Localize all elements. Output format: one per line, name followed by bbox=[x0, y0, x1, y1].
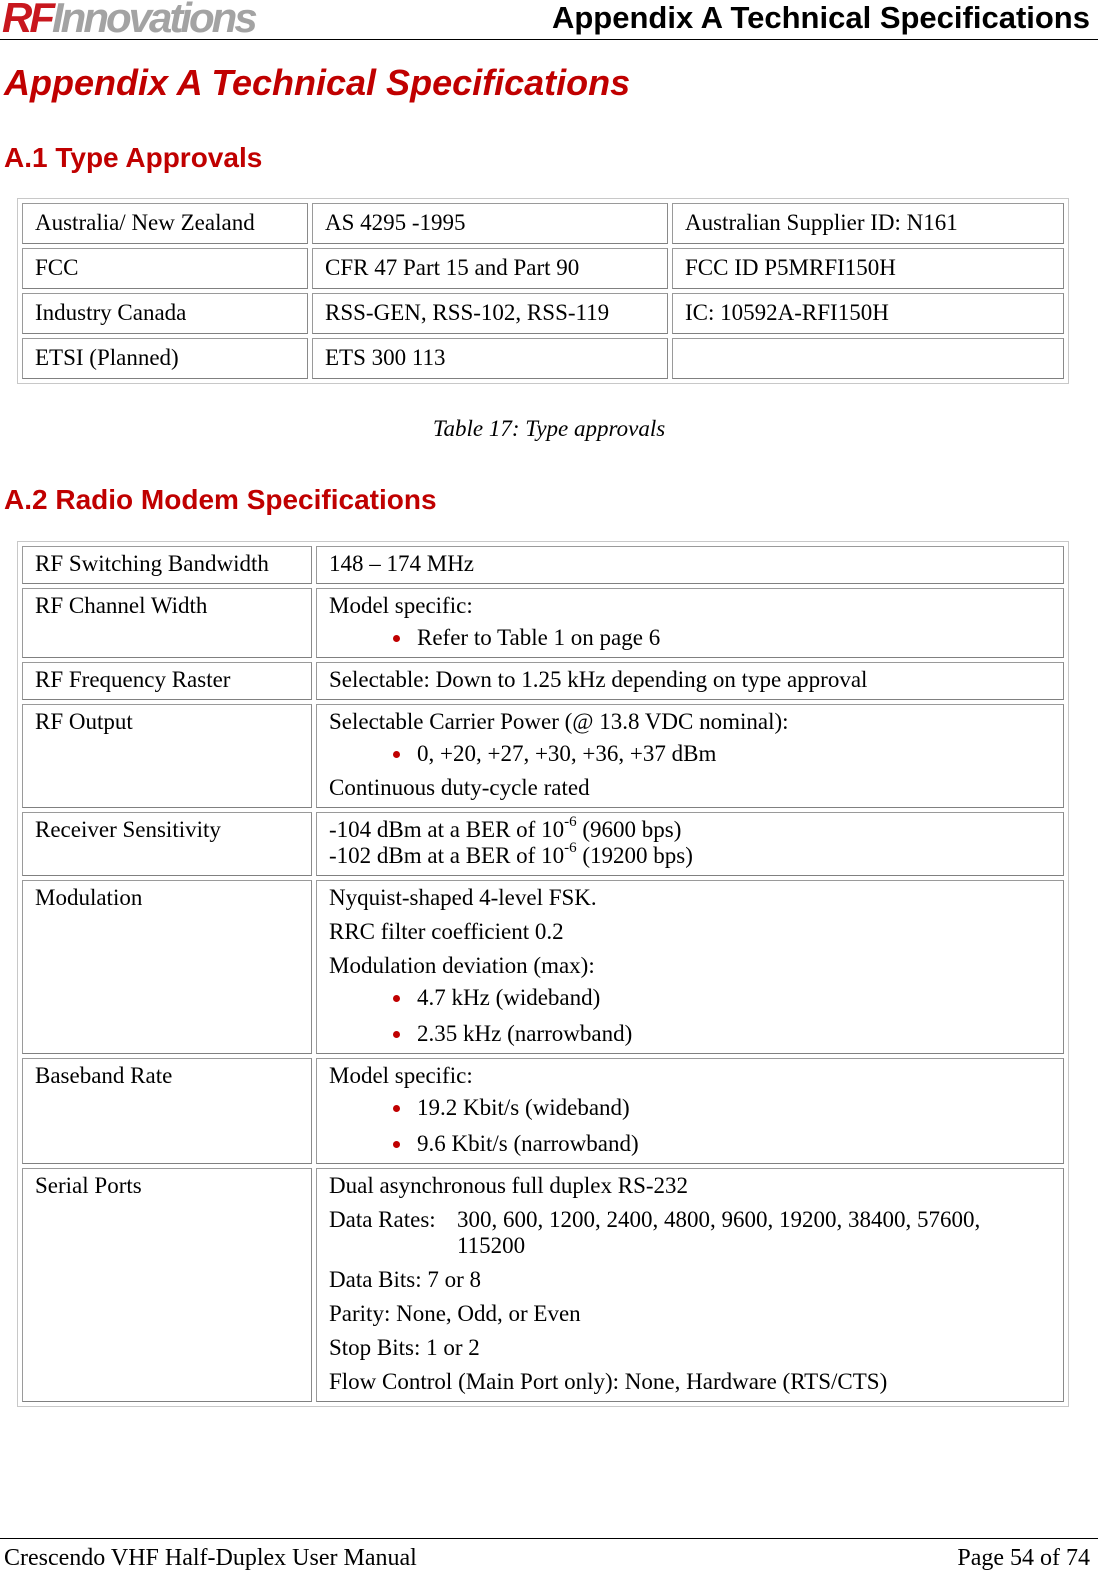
spec-line: Model specific: bbox=[329, 593, 473, 618]
table-row bbox=[22, 662, 1064, 700]
bullet-list bbox=[329, 1095, 1051, 1157]
table-row bbox=[22, 203, 1064, 244]
table-cell: RSS-GEN, RSS-102, RSS-119 bbox=[312, 293, 668, 334]
spec-line: Dual asynchronous full duplex RS-232 bbox=[329, 1173, 689, 1198]
bullet-icon bbox=[393, 635, 400, 642]
table-cell: FCC bbox=[22, 248, 308, 289]
data-rates bbox=[329, 1207, 1051, 1259]
section-radio-modem-title: A.2 Radio Modem Specifications bbox=[4, 484, 437, 515]
table-row bbox=[22, 293, 1064, 334]
table-cell: Australian Supplier ID: N161 bbox=[672, 203, 1064, 244]
spec-label: Baseband Rate bbox=[22, 1058, 312, 1164]
table-row bbox=[22, 338, 1064, 379]
table-cell: Australia/ New Zealand bbox=[22, 203, 308, 244]
bullet-list bbox=[329, 985, 1051, 1047]
bullet-list bbox=[329, 741, 1051, 767]
bullet-list bbox=[329, 625, 1051, 651]
spec-line: -102 dBm at a BER of $10^{-6}$ (19200 bps) bbox=[329, 840, 693, 868]
table-caption: Table 17: Type approvals bbox=[432, 416, 666, 441]
bullet-icon bbox=[393, 1105, 400, 1112]
list-item: 2.35 kHz (narrowband) bbox=[329, 1021, 1051, 1047]
spec-line: Nyquist-shaped 4-level FSK. bbox=[329, 885, 597, 910]
spec-value bbox=[316, 1168, 1064, 1402]
bullet-icon bbox=[393, 751, 400, 758]
list-item: 0, +20, +27, +30, +36, +37 dBm bbox=[329, 741, 1051, 767]
table-row bbox=[22, 704, 1064, 808]
spec-label: RF Output bbox=[22, 704, 312, 808]
spec-line: Flow Control (Main Port only): None, Hardware (RTS/CTS) bbox=[329, 1369, 888, 1394]
table-cell: IC: 10592A-RFI150H bbox=[672, 293, 1064, 334]
radio-modem-specs-table bbox=[17, 541, 1069, 1407]
spec-line: Modulation deviation (max): bbox=[329, 953, 595, 978]
list-item: 19.2 Kbit/s (wideband) bbox=[329, 1095, 1051, 1121]
spec-line: -104 dBm at a BER of $10^{-6}$ (9600 bps) bbox=[329, 814, 682, 842]
list-item: Refer to Table 1 on page 6 bbox=[329, 625, 1051, 651]
spec-label: Receiver Sensitivity bbox=[22, 812, 312, 876]
spec-label: RF Channel Width bbox=[22, 588, 312, 658]
footer-document-title: Crescendo VHF Half-Duplex User Manual bbox=[4, 1545, 417, 1571]
bullet-icon bbox=[393, 1141, 400, 1148]
table-row bbox=[22, 1058, 1064, 1164]
table-cell: ETSI (Planned) bbox=[22, 338, 308, 379]
spec-label: RF Switching Bandwidth bbox=[22, 546, 312, 584]
spec-value bbox=[316, 704, 1064, 808]
spec-value: 148 – 174 MHz bbox=[316, 546, 1064, 584]
data-rates-label: Data Rates: bbox=[329, 1207, 436, 1232]
table-row bbox=[22, 248, 1064, 289]
page-header bbox=[0, 0, 1098, 40]
table-cell: AS 4295 -1995 bbox=[312, 203, 668, 244]
table-row bbox=[22, 1168, 1064, 1402]
spec-line: RRC filter coefficient 0.2 bbox=[329, 919, 564, 944]
list-item: 4.7 kHz (wideband) bbox=[329, 985, 1051, 1011]
spec-line: Parity: None, Odd, or Even bbox=[329, 1301, 581, 1326]
spec-line: Stop Bits: 1 or 2 bbox=[329, 1335, 480, 1360]
spec-value bbox=[316, 812, 1064, 876]
table-cell bbox=[672, 338, 1064, 379]
spec-line: Data Bits: 7 or 8 bbox=[329, 1267, 482, 1292]
table-cell: Industry Canada bbox=[22, 293, 308, 334]
spec-line: Continuous duty-cycle rated bbox=[329, 775, 590, 800]
list-item: 9.6 Kbit/s (narrowband) bbox=[329, 1131, 1051, 1157]
page-footer bbox=[0, 1538, 1098, 1591]
bullet-icon bbox=[393, 1031, 400, 1038]
rf-innovations-logo: RFInnovations bbox=[2, 0, 255, 41]
spec-label: RF Frequency Raster bbox=[22, 662, 312, 700]
table-row bbox=[22, 546, 1064, 584]
spec-value bbox=[316, 880, 1064, 1054]
spec-line: Model specific: bbox=[329, 1063, 473, 1088]
footer-page-number: Page 54 of 74 bbox=[957, 1545, 1090, 1571]
table-row bbox=[22, 880, 1064, 1054]
section-type-approvals-title: A.1 Type Approvals bbox=[4, 142, 263, 173]
spec-label: Serial Ports bbox=[22, 1168, 312, 1402]
spec-line: Selectable Carrier Power (@ 13.8 VDC nominal): bbox=[329, 709, 789, 734]
data-rates-value: 300, 600, 1200, 2400, 4800, 9600, 19200, 38400, 57600, 115200 bbox=[457, 1207, 981, 1258]
spec-value bbox=[316, 1058, 1064, 1164]
table-cell: CFR 47 Part 15 and Part 90 bbox=[312, 248, 668, 289]
table-row bbox=[22, 588, 1064, 658]
type-approvals-table bbox=[17, 198, 1069, 384]
table-row bbox=[22, 812, 1064, 876]
page-title: Appendix A Technical Specifications bbox=[4, 62, 631, 103]
bullet-icon bbox=[393, 995, 400, 1002]
spec-value bbox=[316, 588, 1064, 658]
spec-label: Modulation bbox=[22, 880, 312, 1054]
table-cell: ETS 300 113 bbox=[312, 338, 668, 379]
header-title: Appendix A Technical Specifications bbox=[551, 0, 1090, 35]
spec-value: Selectable: Down to 1.25 kHz depending on type approval bbox=[316, 662, 1064, 700]
table-cell: FCC ID P5MRFI150H bbox=[672, 248, 1064, 289]
